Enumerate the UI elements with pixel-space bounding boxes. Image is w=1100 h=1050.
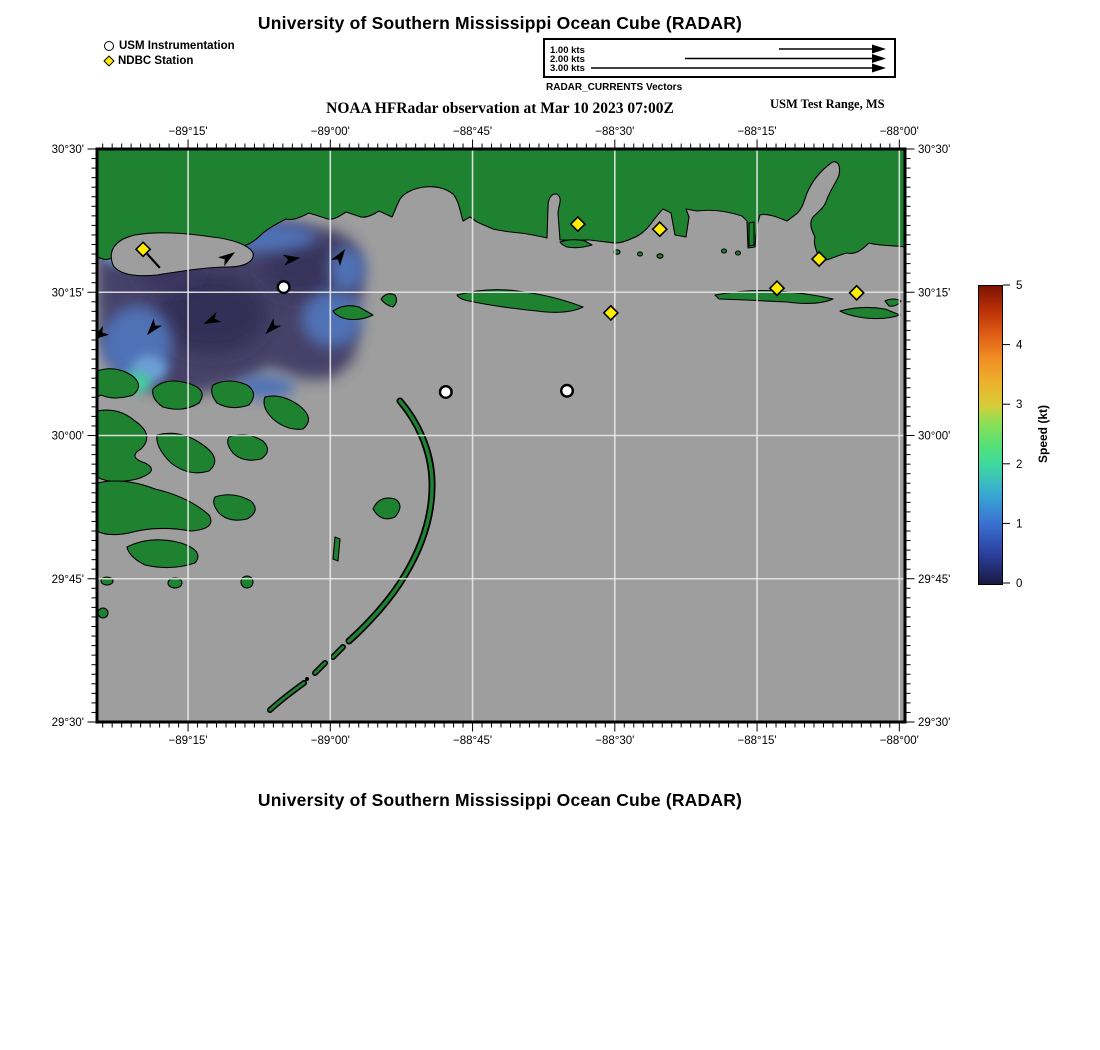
ndbc-station-marker	[850, 286, 864, 300]
map-panel	[97, 149, 905, 722]
ndbc-station-marker	[653, 222, 667, 236]
svg-text:0: 0	[1016, 578, 1023, 590]
map-data-layers	[97, 149, 905, 722]
current-vector-arrow	[201, 312, 221, 329]
vector-scale-caption: RADAR_CURRENTS Vectors	[546, 82, 683, 93]
legend-label: NDBC Station	[118, 54, 194, 67]
svg-text:−88°15': −88°15'	[737, 735, 777, 747]
region-label: USM Test Range, MS	[770, 97, 885, 111]
vector-scale-label-3: 3.00 kts	[550, 63, 585, 74]
station-markers	[136, 217, 864, 398]
usm-station-marker	[440, 386, 452, 398]
svg-text:29°30': 29°30'	[51, 717, 84, 729]
svg-text:−89°15': −89°15'	[168, 735, 208, 747]
svg-text:30°00': 30°00'	[51, 430, 84, 443]
svg-text:2: 2	[1016, 458, 1023, 471]
svg-text:30°30': 30°30'	[51, 144, 84, 156]
current-vector-arrow	[218, 248, 238, 267]
usm-station-marker	[561, 385, 573, 397]
legend-item-ndbc	[104, 53, 235, 68]
colorbar-axis-label: Speed (kt)	[1036, 405, 1050, 464]
svg-text:−89°00': −89°00'	[310, 126, 350, 138]
vector-scale-box	[543, 38, 896, 78]
vector-scale-label-1: 1.00 kts	[550, 45, 585, 56]
circle-marker-icon	[104, 41, 114, 51]
page-title: University of Southern Mississippi Ocean Cube (RADAR)	[257, 13, 743, 33]
svg-text:−88°45': −88°45'	[453, 735, 493, 747]
svg-text:30°15': 30°15'	[51, 287, 84, 300]
svg-text:30°15': 30°15'	[918, 287, 951, 300]
current-vector-arrow	[261, 318, 281, 338]
svg-text:−88°30': −88°30'	[595, 126, 635, 138]
legend-label: USM Instrumentation	[119, 39, 235, 52]
current-vector-arrows	[97, 246, 350, 344]
svg-text:30°30': 30°30'	[918, 144, 951, 156]
svg-text:−88°30': −88°30'	[595, 735, 635, 747]
svg-text:1: 1	[1016, 518, 1023, 531]
diamond-marker-icon	[103, 55, 114, 66]
svg-text:−88°45': −88°45'	[453, 126, 493, 138]
vector-scale-label-2: 2.00 kts	[550, 54, 585, 65]
marker-legend	[104, 38, 235, 68]
vector-scale-arrows	[545, 40, 893, 75]
usm-station-marker	[278, 281, 290, 293]
svg-text:−88°00': −88°00'	[879, 126, 919, 138]
ndbc-station-marker	[770, 281, 784, 295]
svg-text:5: 5	[1016, 280, 1023, 292]
current-vector-arrow	[331, 246, 350, 266]
current-vector-arrow	[97, 326, 109, 345]
current-vector-arrow	[143, 319, 162, 339]
svg-text:−89°00': −89°00'	[310, 735, 350, 747]
svg-text:−88°00': −88°00'	[879, 735, 919, 747]
svg-text:3: 3	[1016, 399, 1023, 412]
observation-subtitle: NOAA HFRadar observation at Mar 10 2023 07:00Z	[326, 100, 674, 117]
svg-text:30°00': 30°00'	[918, 430, 951, 443]
current-vector-arrow	[283, 252, 301, 265]
svg-text:−88°15': −88°15'	[737, 126, 777, 138]
ndbc-station-marker	[812, 252, 826, 266]
svg-text:29°45': 29°45'	[51, 573, 84, 586]
legend-item-usm	[104, 38, 235, 53]
svg-text:29°30': 29°30'	[918, 717, 951, 729]
ndbc-station-marker	[604, 306, 618, 320]
svg-text:−89°15': −89°15'	[168, 126, 208, 138]
speed-colorbar	[978, 285, 1003, 585]
graticule-gridlines	[97, 149, 905, 722]
svg-text:29°45': 29°45'	[918, 573, 951, 586]
svg-text:4: 4	[1016, 339, 1023, 352]
ndbc-station-marker	[571, 217, 585, 231]
page-title-bottom: University of Southern Mississippi Ocean Cube (RADAR)	[257, 790, 743, 810]
